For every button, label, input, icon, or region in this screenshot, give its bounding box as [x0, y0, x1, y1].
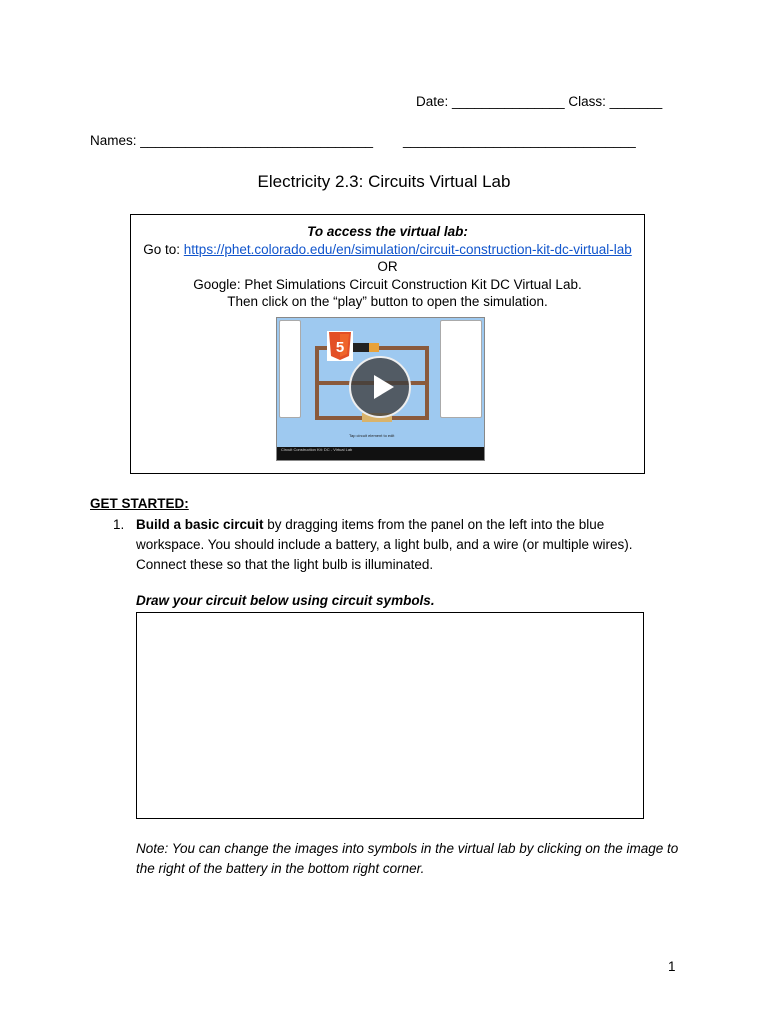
note-text: Note: You can change the images into symbols in the virtual lab by clicking on the image to the right of the battery in the bottom right corner.: [136, 841, 679, 876]
names-field-2: _______________________________: [403, 133, 636, 148]
play-icon[interactable]: [349, 356, 411, 418]
thumbnail-bottom-bar: [277, 447, 484, 460]
circuit-drawing-area[interactable]: [136, 612, 644, 819]
phet-simulation-link[interactable]: https://phet.colorado.edu/en/simulation/circuit-construction-kit-dc-virtual-lab: [183, 241, 632, 257]
control-panel: [440, 320, 482, 418]
html5-icon: [327, 331, 353, 361]
go-to-line: [131, 241, 644, 259]
page-number: 1: [668, 959, 676, 974]
names-line: [90, 133, 636, 148]
simulation-thumbnail[interactable]: [276, 317, 485, 461]
step-1-rest: by dragging items from the panel on the left into the blue workspace. You should include a battery, a light bulb, and a wire (or multiple wires). Connect these so that the light bulb is illuminated.: [136, 517, 633, 572]
html5-label: 5: [335, 339, 345, 356]
step-1: [113, 515, 673, 575]
step-1-bold: Build a basic circuit: [136, 517, 264, 532]
access-instructions-box: [130, 214, 645, 474]
go-to-label: Go to:: [143, 241, 181, 257]
google-instructions: Google: Phet Simulations Circuit Construction Kit DC Virtual Lab.: [193, 276, 582, 292]
get-started-heading: GET STARTED:: [90, 496, 189, 511]
or-text: OR: [377, 259, 398, 274]
step-number: 1.: [113, 517, 125, 532]
access-heading: To access the virtual lab:: [307, 224, 468, 239]
class-field: Class: _______: [568, 94, 663, 109]
page-title: Electricity 2.3: Circuits Virtual Lab: [257, 172, 511, 191]
component-palette: [279, 320, 301, 418]
date-field: Date: _______________: [416, 94, 565, 109]
play-instructions: Then click on the “play” button to open the simulation.: [227, 294, 548, 309]
thumbnail-caption: Circuit Construction Kit: DC - Virtual Lab: [281, 446, 353, 452]
thumbnail-center-caption: Tap circuit element to edit: [349, 432, 395, 438]
step-1-text: [136, 515, 673, 575]
date-class-line: [416, 94, 662, 109]
draw-circuit-label: Draw your circuit below using circuit symbols.: [136, 593, 435, 608]
names-field: Names: _______________________________: [90, 133, 374, 148]
